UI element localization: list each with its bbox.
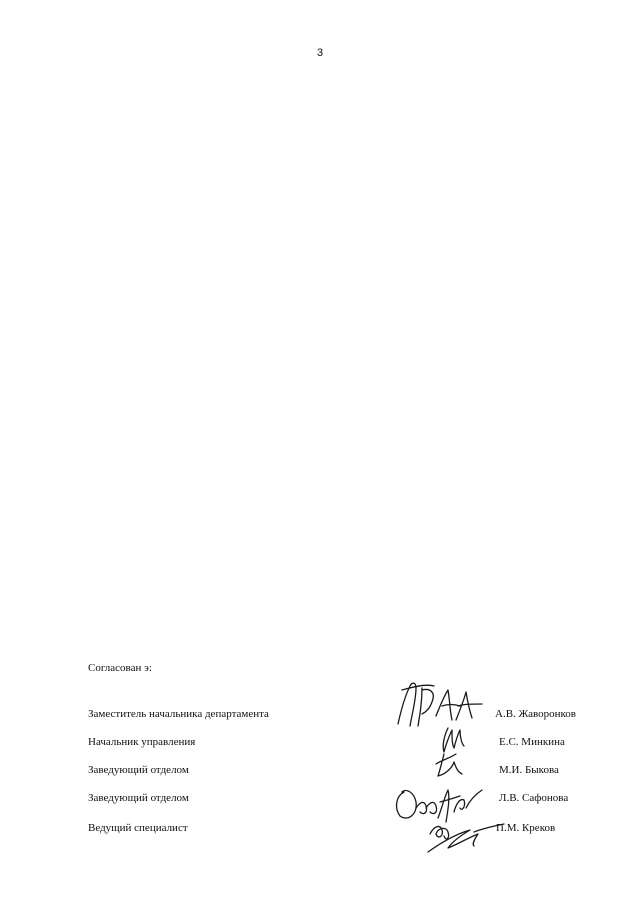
signature-krekov xyxy=(422,816,512,856)
signatory-position: Начальник управления xyxy=(88,736,196,748)
signatory-row xyxy=(88,822,608,838)
signatory-name: Е.С. Минкина xyxy=(499,736,565,748)
signatory-name: П.М. Креков xyxy=(496,822,556,834)
signatory-name: А.В. Жаворонков xyxy=(495,708,576,720)
signatory-row xyxy=(88,708,608,724)
signatory-row xyxy=(88,792,608,808)
page-number: 3 xyxy=(316,47,324,59)
signatory-row xyxy=(88,764,608,780)
approval-heading: Согласован э: xyxy=(88,662,152,674)
signatory-position: Заведующий отделом xyxy=(88,792,189,804)
signatory-position: Ведущий специалист xyxy=(88,822,188,834)
signatory-position: Заместитель начальника департамента xyxy=(88,708,269,720)
signatory-name: Л.В. Сафонова xyxy=(499,792,569,804)
signatory-name: М.И. Быкова xyxy=(499,764,559,776)
signatory-row xyxy=(88,736,608,752)
signatory-position: Заведующий отделом xyxy=(88,764,189,776)
